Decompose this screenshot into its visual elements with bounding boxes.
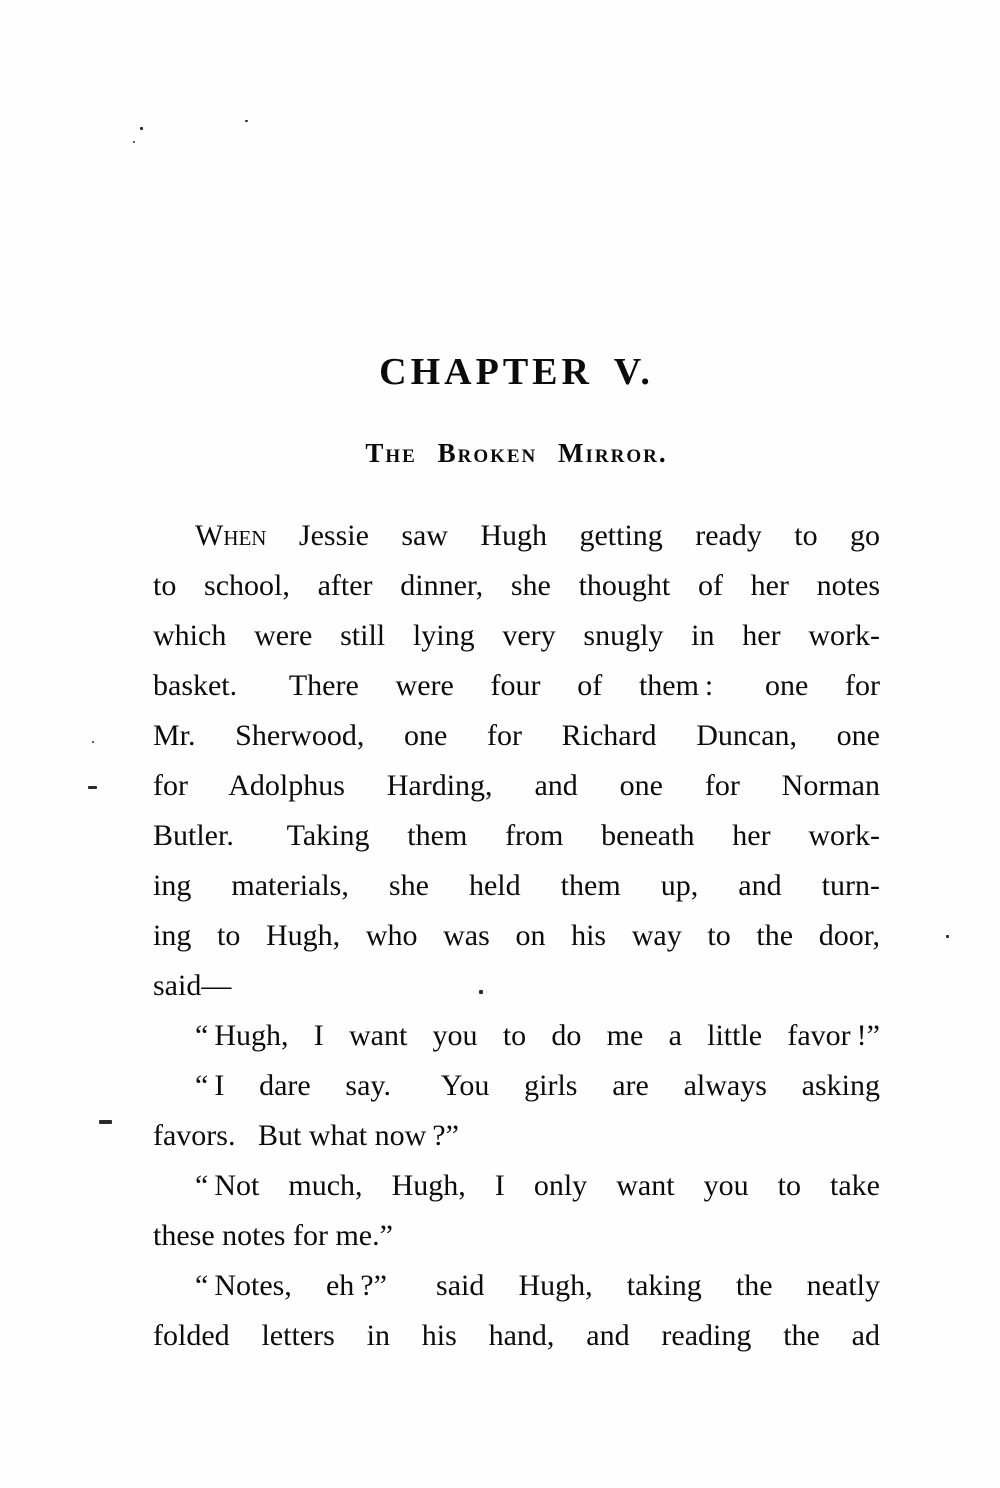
text-line: “ Hugh, I want you to do me a little favor !” [195,1019,880,1052]
text-line: ing to Hugh, who was on his way to the door, [153,919,880,952]
text-line: basket. There were four of them : one for [153,669,880,702]
scan-speck [133,141,135,143]
text-line: “ I dare say. You girls are always asking [195,1069,880,1102]
chapter-heading: CHAPTER V. [379,351,654,393]
scan-speck [946,935,949,938]
text-line: for Adolphus Harding, and one for Norman [153,769,880,802]
scan-speck [479,990,483,994]
scan-speck [88,786,97,789]
line-text: Jessie saw Hugh getting ready to go [298,519,880,552]
text-line: which were still lying very snugly in her work- [153,619,880,652]
scan-speck [140,127,143,130]
text-line: folded letters in his hand, and reading the ad [153,1319,880,1352]
chapter-subtitle: The Broken Mirror. [365,438,668,468]
body-text [153,511,880,1361]
text-line: Butler. Taking them from beneath her work- [153,819,880,852]
text-line: Mr. Sherwood, one for Richard Duncan, one [153,719,880,752]
text-line: to school, after dinner, she thought of her notes [153,569,880,602]
text-line [153,511,880,561]
lead-word: When [195,519,267,552]
text-line: said— [153,969,232,1002]
scan-speck [245,120,248,122]
text-line: “ Not much, Hugh, I only want you to take [195,1169,880,1202]
text-line: “ Notes, eh ?” said Hugh, taking the neatly [195,1269,880,1302]
text-line: ing materials, she held them up, and turn- [153,869,880,902]
text-line: favors. But what now ?” [153,1119,459,1152]
scan-speck [99,1120,112,1124]
scan-speck [92,741,94,743]
text-line: these notes for me.” [153,1219,393,1252]
